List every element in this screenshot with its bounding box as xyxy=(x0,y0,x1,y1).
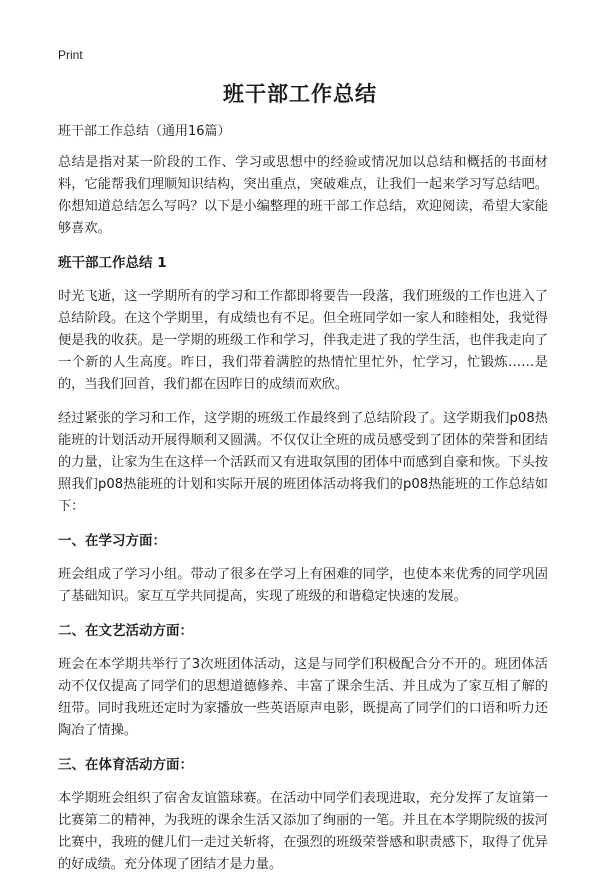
section-heading-1: 班干部工作总结 1 xyxy=(58,255,167,271)
intro-paragraph: 总结是指对某一阶段的工作、学习或思想中的经验或情况加以总结和概括的书面材料，它能帮我们理顺知识结构，突出重点，突破难点，让我们一起来学习写总结吧。你想知道总结怎么写吗？以下是小编整理的班干部工作总结，欢迎阅读，希望大家能够喜欢。 xyxy=(58,155,548,236)
paragraph-arts: 班会在本学期共举行了3次班团体活动，这是与同学们积极配合分不开的。班团体活动不仅仅提高了同学们的思想道德修养、丰富了课余生活、并且成为了家互相了解的纽带。同时我班还定时为家播放一些英语原声电影，既提高了同学们的口语和听力还陶冶了情操。 xyxy=(58,657,548,738)
print-link[interactable]: Print xyxy=(58,48,83,62)
paragraph-sports: 本学期班会组织了宿舍友谊篮球赛。在活动中同学们表现进取，充分发挥了友谊第一比赛第二的精神，为我班的课余生活又添加了绚丽的一笔。并且在本学期院级的拔河比赛中，我班的健儿们一走过关斩将，在强烈的班级荣誉感和职责感下，取得了优异的好成绩。充分体现了团结才是力量。 xyxy=(58,791,548,872)
heading-arts: 二、在文艺活动方面： xyxy=(58,623,193,639)
document-subtitle: 班干部工作总结（通用16篇） xyxy=(58,124,231,139)
paragraph-study: 班会组成了学习小组。带动了很多在学习上有困难的同学，也使本来优秀的同学巩固了基础知识。家互互学共同提高，实现了班级的和谐稳定快速的发展。 xyxy=(58,567,548,604)
page-title: 班干部工作总结 xyxy=(223,82,377,106)
heading-study: 一、在学习方面： xyxy=(58,533,166,549)
document-body xyxy=(58,122,548,888)
section1-paragraph-1: 时光飞逝，这一学期所有的学习和工作都即将要告一段落，我们班级的工作也进入了总结阶段。在这个学期里，有成绩也有不足。但全班同学如一家人和睦相处，我觉得便是我的收获。是一学期的班级工作和学习，伴我走进了我的学生活，也伴我走向了一个新的人生高度。昨日，我们带着满腔的热情忙里忙外，忙学习，忙锻炼……是的，当我们回首，我们都在因昨日的成绩而欢欣。 xyxy=(58,289,548,392)
section1-paragraph-2: 经过紧张的学习和工作，这学期的班级工作最终到了总结阶段了。这学期我们p08热能班的计划活动开展得顺利又圆满。不仅仅让全班的成员感受到了团体的荣誉和团结的力量，让家为生在这样一个活跃而又有进取氛围的团体中而感到自豪和恢。下头按照我们p08热能班的计划和实际开展的班团体活动将我们的p08热能班的工作总结如下： xyxy=(58,411,548,514)
heading-sports: 三、在体育活动方面： xyxy=(58,757,193,773)
